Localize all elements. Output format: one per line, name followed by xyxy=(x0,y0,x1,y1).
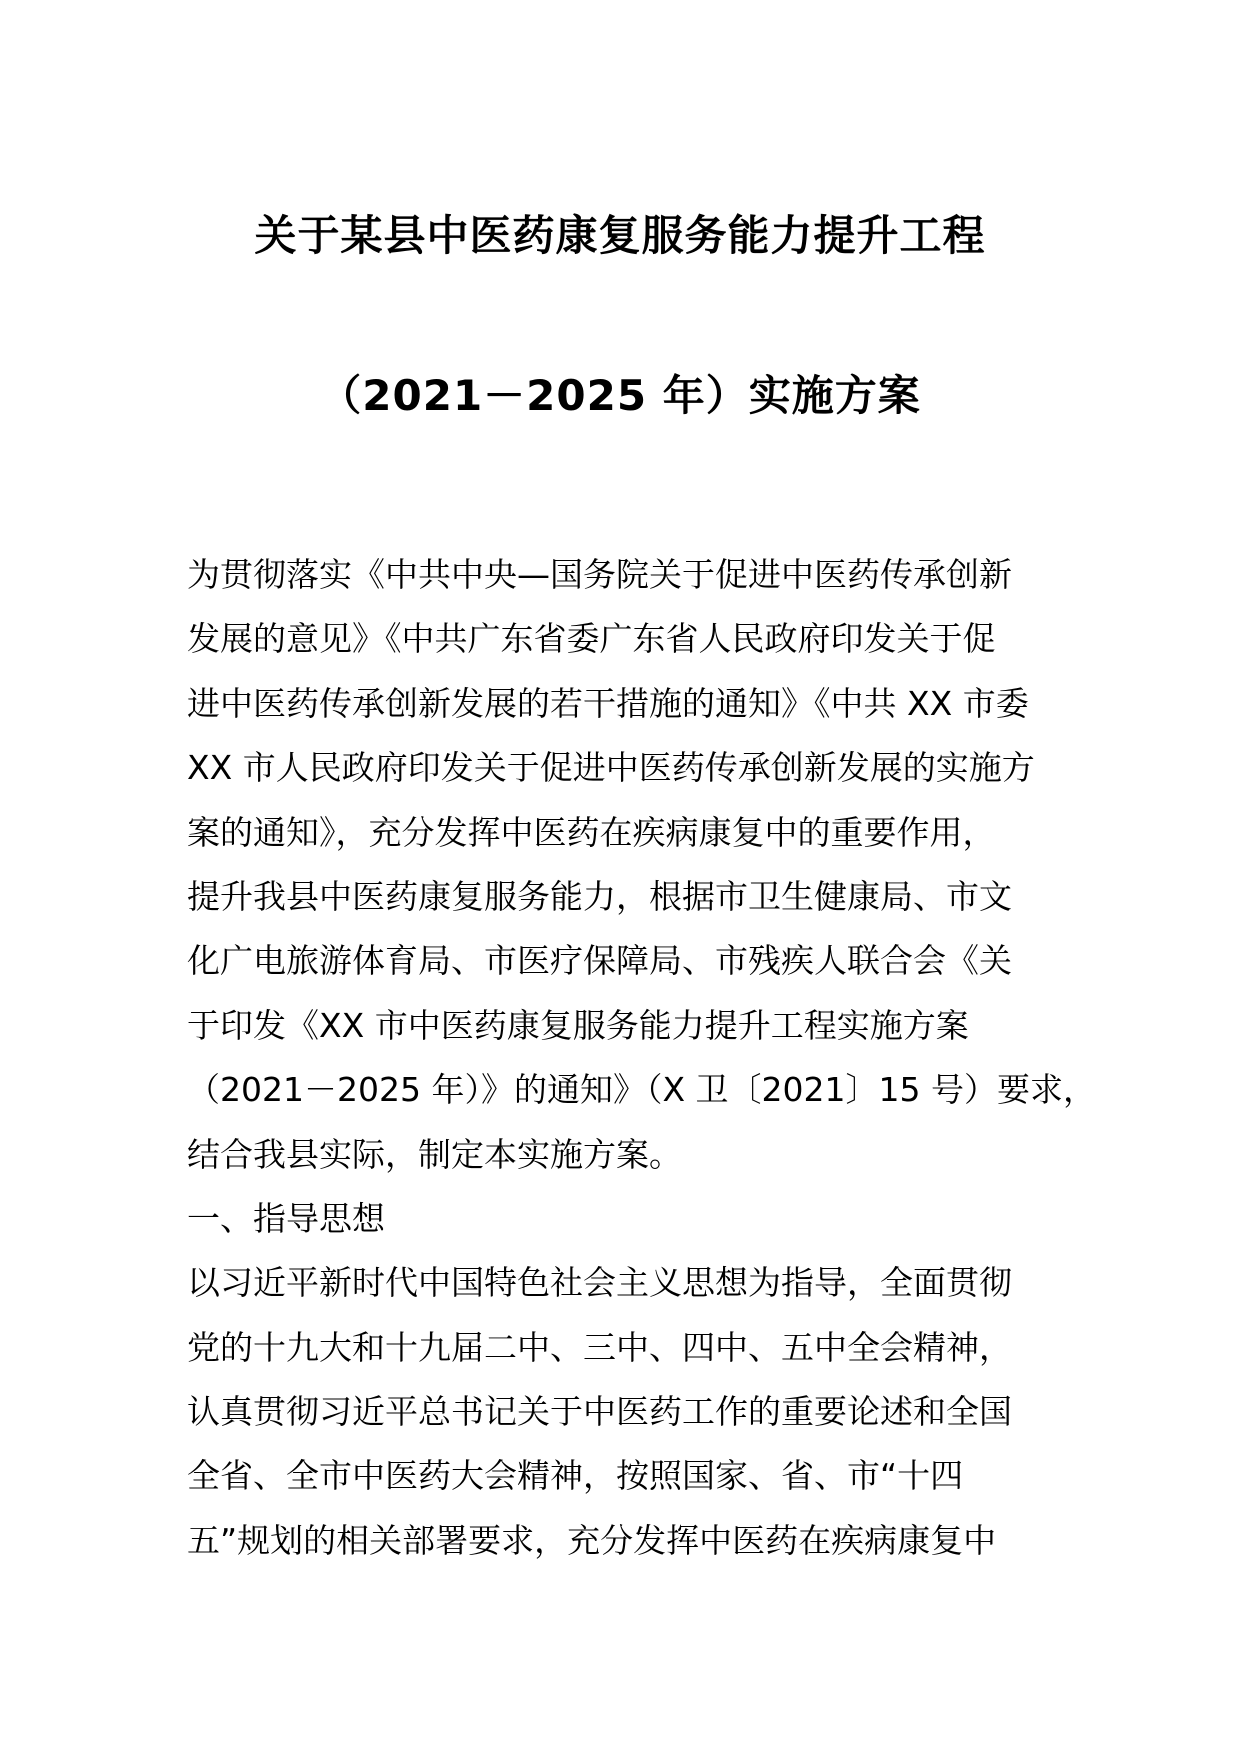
body-line: 全省、全市中医药大会精神，按照国家、省、市“十四 xyxy=(187,1456,964,1496)
body-line: 于印发《XX 市中医药康复服务能力提升工程实施方案 xyxy=(187,1005,969,1045)
body-line: 以习近平新时代中国特色社会主义思想为指导，全面贯彻 xyxy=(187,1263,1012,1303)
body-line: 为贯彻落实《中共中央—国务院关于促进中医药传承创新 xyxy=(187,555,1012,594)
body-line: 案的通知》，充分发挥中医药在疾病康复中的重要作用， xyxy=(187,812,996,852)
body-line: 五”规划的相关部署要求，充分发挥中医药在疾病康复中 xyxy=(187,1520,997,1560)
body-line: 发展的意见》《中共广东省委广东省人民政府印发关于促 xyxy=(187,619,996,659)
body-line: 提升我县中医药康复服务能力，根据市卫生健康局、市文 xyxy=(187,876,1012,916)
body-line: （2021－2025 年）》的通知》（X 卫〔2021〕15 号）要求， xyxy=(187,1070,1097,1110)
document-title-line1: 关于某县中医药康复服务能力提升工程 xyxy=(254,211,986,260)
section-heading: 一、指导思想 xyxy=(187,1198,385,1238)
document-body xyxy=(187,543,1097,1573)
body-line: 化广电旅游体育局、市医疗保障局、市残疾人联合会《关 xyxy=(187,941,1012,981)
body-line: 进中医药传承创新发展的若干措施的通知》《中共 XX 市委 xyxy=(187,683,1029,723)
document-title-line2: （2021－2025 年）实施方案 xyxy=(319,371,921,420)
body-line: 党的十九大和十九届二中、三中、四中、五中全会精神， xyxy=(187,1327,1012,1367)
body-line: 认真贯彻习近平总书记关于中医药工作的重要论述和全国 xyxy=(187,1392,1012,1432)
body-line: 结合我县实际，制定本实施方案。 xyxy=(187,1134,682,1174)
body-line: XX 市人民政府印发关于促进中医药传承创新发展的实施方 xyxy=(187,748,1035,788)
